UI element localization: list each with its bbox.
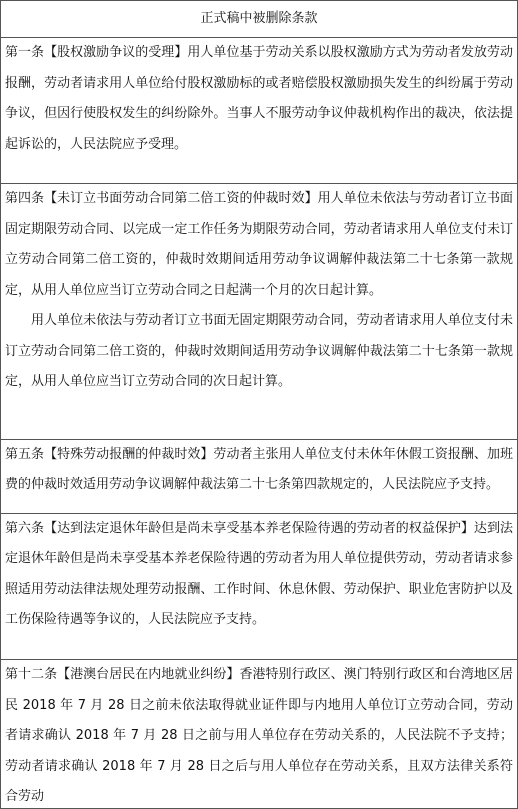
clause-row-4: [1, 184, 518, 439]
clause-row-5: [1, 439, 518, 513]
clause-row-1: [1, 38, 518, 184]
clause-cell: [1, 439, 518, 513]
clause-paragraph: 第五条【特殊劳动报酬的仲裁时效】劳动者主张用人单位支付未休年休假工资报酬、加班费的仲裁时效适用劳动争议调解仲裁法第二十七条第四款规定的，人民法院应予支持。: [5, 446, 513, 493]
table-header-row: [1, 1, 518, 38]
clause-paragraph: 第十二条【港澳台居民在内地就业纠纷】香港特别行政区、澳门特别行政区和台湾地区居民 2018 年 7 月 28 日之前未依法取得就业证件即与内地用人单位订立劳动合同，劳动者请求确认 2018 年 7 月 28 日之前与用人单位存在劳动关系的，人民法院不予支持；劳动者请求确认 2018 年 7 月 28 日之后与用人单位存在劳动关系，且双方法律关系符合劳动: [5, 667, 513, 804]
clause-paragraph: 用人单位未依法与劳动者订立书面无固定期限劳动合同，劳动者请求用人单位支付未订立劳动合同第二倍工资的，仲裁时效期间适用劳动争议调解仲裁法第二十七条第一款规定，从用人单位应当订立劳动合同的次日起计算。: [5, 313, 513, 390]
table-title: 正式稿中被删除条款: [1, 1, 518, 38]
clause-cell: [1, 38, 518, 184]
clause-row-6: [1, 513, 518, 659]
clause-cell-clip: [5, 660, 513, 808]
clause-row-12: [1, 660, 518, 809]
clause-cell: [1, 184, 518, 439]
clause-paragraph: 第一条【股权激励争议的受理】用人单位基于劳动关系以股权激励方式为劳动者发放劳动报酬，劳动者请求用人单位给付股权激励标的或者赔偿股权激励损失发生的纠纷属于劳动争议，但因行使股权发生的纠纷除外。当事人不服劳动争议仲裁机构作出的裁决，依法提起诉讼的，人民法院应予受理。: [5, 45, 513, 152]
clause-cell: [1, 660, 518, 809]
clause-paragraph: 第六条【达到法定退休年龄但是尚未享受基本养老保险待遇的劳动者的权益保护】达到法定退休年龄但是尚未享受基本养老保险待遇的劳动者为用人单位提供劳动，劳动者请求参照适用劳动法律法规处理劳动报酬、工作时间、休息休假、劳动保护、职业危害防护以及工伤保险待遇等争议的，人民法院应予支持。: [5, 520, 513, 628]
clause-paragraph: 第四条【未订立书面劳动合同第二倍工资的仲裁时效】用人单位未依法与劳动者订立书面固定期限劳动合同、以完成一定工作任务为期限劳动合同，劳动者请求用人单位支付未订立劳动合同第二倍工资的，仲裁时效期间适用劳动争议调解仲裁法第二十七条第一款规定，从用人单位应当订立劳动合同之日起满一个月的次日起计算。: [5, 191, 513, 298]
clause-cell: [1, 513, 518, 659]
